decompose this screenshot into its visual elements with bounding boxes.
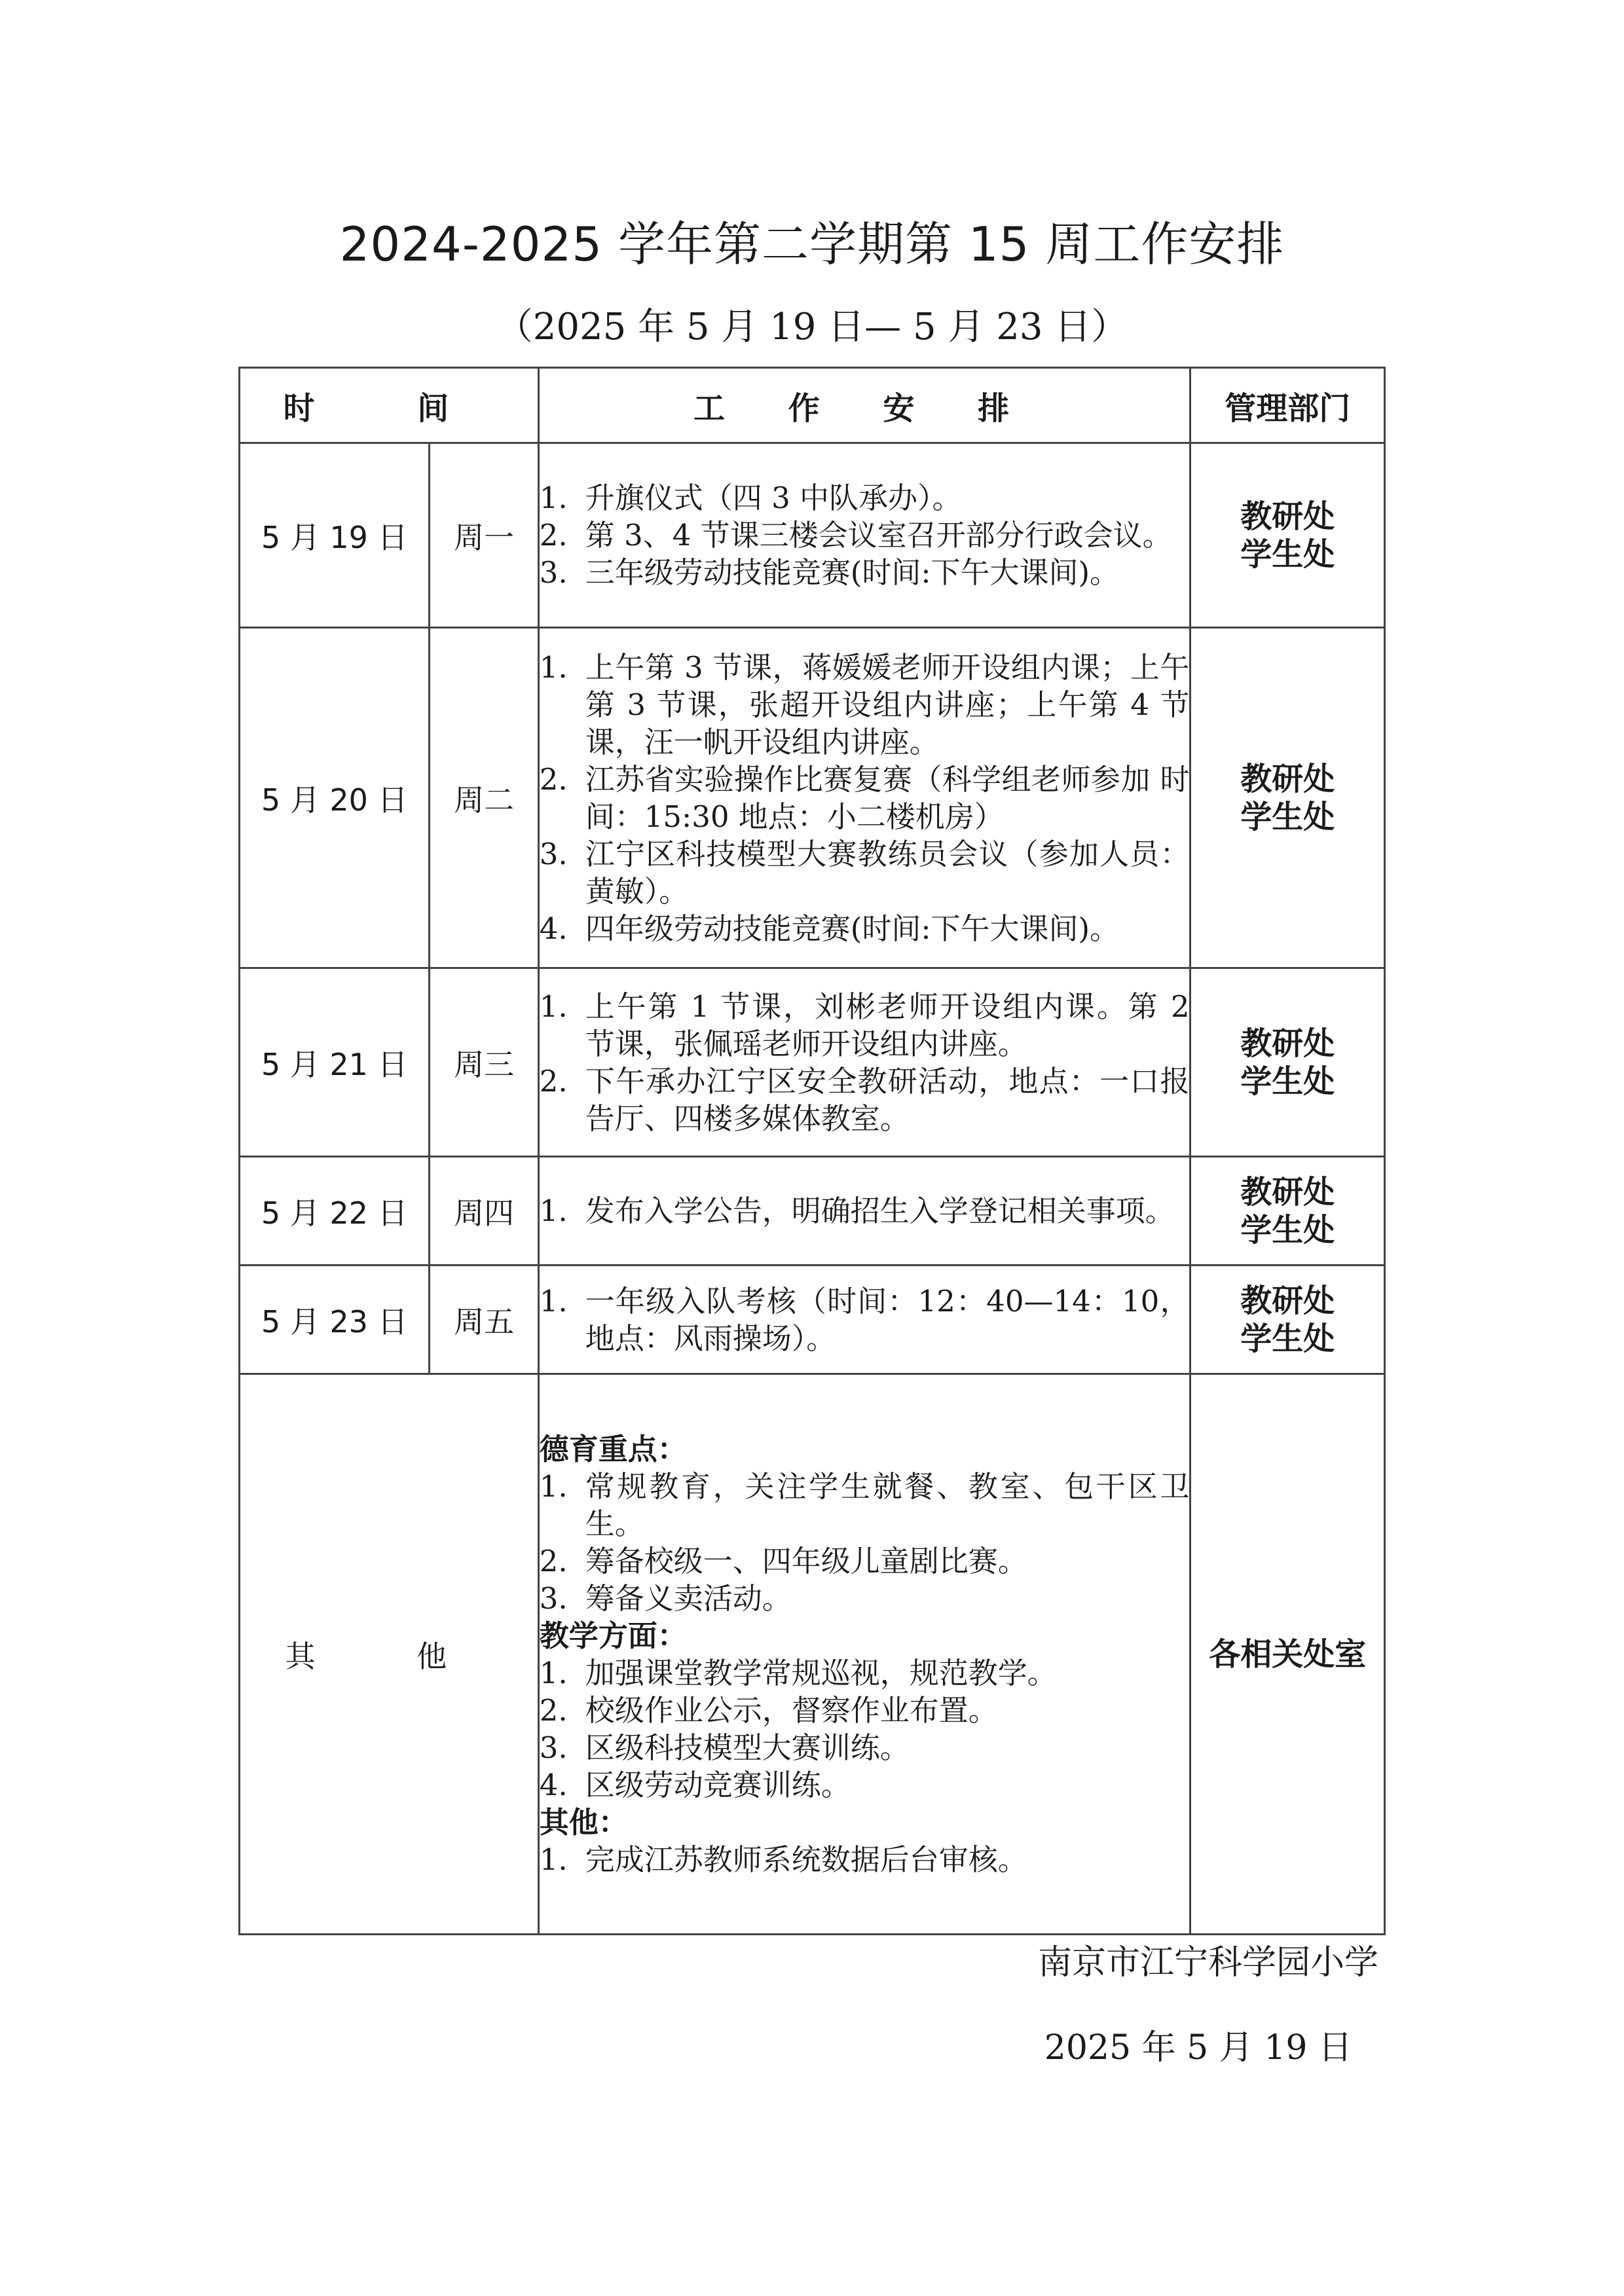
department-name: 教研处	[1240, 1173, 1335, 1211]
work-item-number: 3.	[539, 1580, 568, 1616]
work-item-number: 2.	[539, 761, 568, 797]
header-dept: 管理部门	[1190, 368, 1385, 443]
other-work-cell	[538, 1374, 1190, 1935]
work-list	[540, 1841, 1190, 1878]
work-item	[540, 1063, 1190, 1137]
schedule-row	[240, 1157, 1385, 1266]
work-item-number: 3.	[539, 836, 568, 871]
weekday-cell: 周一	[430, 443, 538, 628]
work-item-number: 3.	[539, 1730, 568, 1765]
work-item	[540, 479, 1190, 517]
work-item-text: 江宁区科技模型大赛教练员会议（参加人员：黄敏）。	[585, 836, 1190, 909]
work-item	[540, 1580, 1190, 1617]
section-heading: 教学方面：	[539, 1618, 687, 1653]
work-list	[540, 479, 1190, 591]
work-item-text: 江苏省实验操作比赛复赛（科学组老师参加 时间：15:30 地点：小二楼机房）	[585, 761, 1190, 834]
work-item-number: 1.	[539, 649, 568, 685]
work-cell	[538, 1266, 1190, 1374]
work-item	[540, 554, 1190, 591]
header-row	[240, 368, 1385, 443]
work-item-text: 下午承办江宁区安全教研活动，地点：一口报告厅、四楼多媒体教室。	[585, 1063, 1190, 1136]
work-item-number: 2.	[539, 518, 568, 553]
department-name: 学生处	[1240, 536, 1335, 573]
work-item	[540, 1841, 1190, 1878]
weekday-cell: 周三	[430, 968, 538, 1157]
work-item-text: 完成江苏教师系统数据后台审核。	[585, 1842, 1027, 1877]
header-time: 时 间	[240, 368, 539, 443]
work-item	[540, 910, 1190, 947]
work-item-text: 校级作业公示，督察作业布置。	[585, 1692, 998, 1728]
schedule-row	[240, 443, 1385, 628]
work-cell	[538, 443, 1190, 628]
work-item-number: 4.	[539, 911, 568, 946]
department-name: 学生处	[1240, 1063, 1335, 1100]
work-item-number: 1.	[539, 1283, 568, 1319]
footer-date: 2025 年 5 月 19 日	[1044, 2028, 1352, 2068]
work-item	[540, 1654, 1190, 1692]
work-item-number: 1.	[539, 1842, 568, 1877]
department-cell	[1190, 1157, 1385, 1266]
footer-school-name: 南京市江宁科学园小学	[1037, 1943, 1378, 1982]
work-item	[540, 649, 1190, 761]
work-item-number: 1.	[539, 1655, 568, 1690]
department-cell	[1190, 968, 1385, 1157]
work-item-number: 2.	[539, 1543, 568, 1578]
date-range-subtitle: （2025 年 5 月 19 日— 5 月 23 日）	[496, 306, 1128, 348]
work-item-text: 一年级入队考核（时间：12：40—14：10，地点：风雨操场）。	[585, 1283, 1190, 1356]
other-label: 其 他	[240, 1374, 539, 1935]
work-list	[540, 1192, 1190, 1230]
work-item-number: 4.	[539, 1767, 568, 1802]
weekday-cell: 周四	[430, 1157, 538, 1266]
department-name: 学生处	[1240, 1211, 1335, 1248]
other-department-cell: 各相关处室	[1190, 1374, 1385, 1935]
work-cell	[538, 1157, 1190, 1266]
work-item	[540, 988, 1190, 1063]
department-name: 教研处	[1240, 1282, 1335, 1319]
work-item-text: 区级劳动竞赛训练。	[585, 1767, 851, 1802]
department-name: 教研处	[1240, 760, 1335, 797]
work-item-text: 第 3、4 节课三楼会议室召开部分行政会议。	[585, 518, 1172, 553]
work-item-number: 1.	[539, 1194, 568, 1228]
work-item-number: 1.	[539, 481, 568, 515]
work-item	[540, 835, 1190, 910]
work-item	[540, 1192, 1190, 1230]
section-heading: 德育重点：	[539, 1431, 687, 1467]
work-item-text: 上午第 1 节课，刘彬老师开设组内课。第 2 节课，张佩瑶老师开设组内讲座。	[585, 989, 1190, 1061]
work-item-number: 1.	[539, 989, 568, 1024]
work-item-text: 发布入学公告，明确招生入学登记相关事项。	[585, 1194, 1175, 1228]
work-list	[540, 1654, 1190, 1804]
work-item-text: 上午第 3 节课，蒋媛媛老师开设组内课；上午第 3 节课，张超开设组内讲座；上午第 4 节课，汪一帆开设组内讲座。	[585, 649, 1190, 759]
date-cell: 5 月 22 日	[240, 1157, 430, 1266]
other-row	[240, 1374, 1385, 1935]
work-list	[540, 988, 1190, 1137]
work-item-text: 四年级劳动技能竞赛(时间:下午大课间)。	[585, 911, 1120, 946]
work-item	[540, 1468, 1190, 1542]
work-item-number: 3.	[539, 555, 568, 590]
schedule-body	[240, 368, 1385, 1935]
work-item	[540, 1692, 1190, 1729]
date-cell: 5 月 23 日	[240, 1266, 430, 1374]
work-item	[540, 1729, 1190, 1766]
department-name: 教研处	[1240, 498, 1335, 535]
department-name: 教研处	[1240, 1025, 1335, 1062]
work-cell	[538, 628, 1190, 968]
weekday-cell: 周五	[430, 1266, 538, 1374]
work-item	[540, 1542, 1190, 1580]
schedule-row	[240, 628, 1385, 968]
work-item-number: 2.	[539, 1692, 568, 1728]
work-item-number: 1.	[539, 1468, 568, 1504]
work-item-text: 三年级劳动技能竞赛(时间:下午大课间)。	[585, 555, 1120, 590]
date-cell: 5 月 19 日	[240, 443, 430, 628]
department-name: 学生处	[1240, 798, 1335, 835]
date-cell: 5 月 20 日	[240, 628, 430, 968]
header-work: 工 作 安 排	[538, 368, 1190, 443]
work-item-text: 加强课堂教学常规巡视，规范教学。	[585, 1655, 1057, 1690]
work-list	[540, 1283, 1190, 1357]
work-item-text: 筹备校级一、四年级儿童剧比赛。	[585, 1543, 1027, 1578]
department-cell	[1190, 443, 1385, 628]
schedule-row	[240, 1266, 1385, 1374]
work-item	[540, 1766, 1190, 1804]
work-item-text: 升旗仪式（四 3 中队承办）。	[585, 481, 962, 515]
department-cell	[1190, 1266, 1385, 1374]
schedule-row	[240, 968, 1385, 1157]
document-title: 2024-2025 学年第二学期第 15 周工作安排	[339, 217, 1285, 272]
work-cell	[538, 968, 1190, 1157]
work-item-number: 2.	[539, 1063, 568, 1099]
weekday-cell: 周二	[430, 628, 538, 968]
work-list	[540, 649, 1190, 947]
work-item	[540, 517, 1190, 554]
work-item-text: 筹备义卖活动。	[585, 1580, 792, 1616]
department-name: 学生处	[1240, 1320, 1335, 1357]
work-list	[540, 1468, 1190, 1617]
work-item-text: 区级科技模型大赛训练。	[585, 1730, 910, 1765]
date-cell: 5 月 21 日	[240, 968, 430, 1157]
work-item-text: 常规教育，关注学生就餐、教室、包干区卫生。	[585, 1468, 1190, 1541]
work-item	[540, 761, 1190, 835]
section-heading: 其他：	[539, 1804, 628, 1840]
schedule-table	[238, 367, 1386, 1935]
work-item	[540, 1283, 1190, 1357]
department-cell	[1190, 628, 1385, 968]
